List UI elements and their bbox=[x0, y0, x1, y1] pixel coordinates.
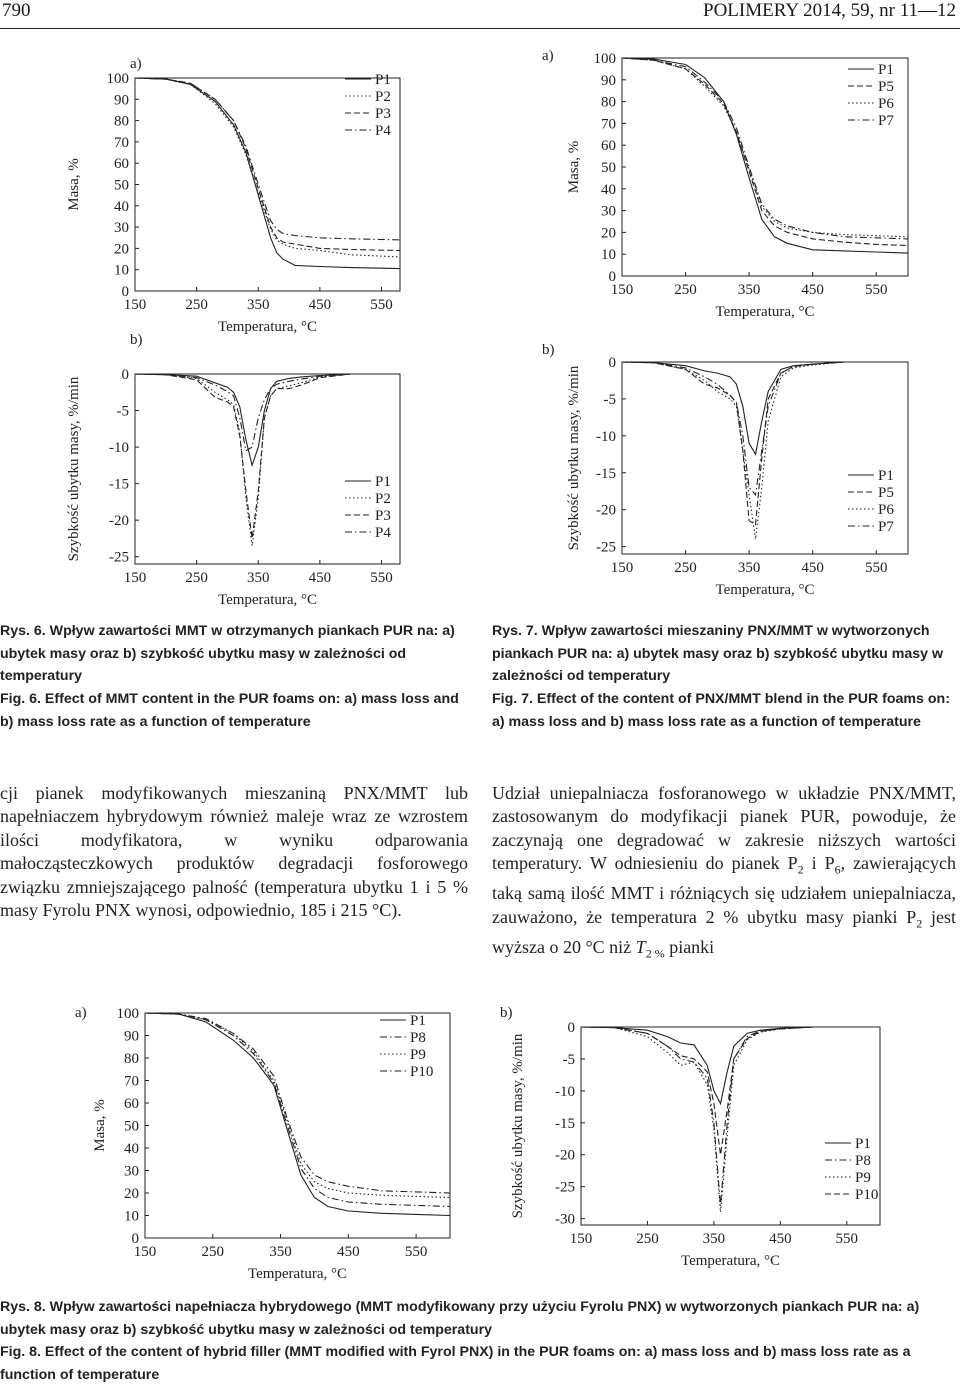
y-tick-label: 80 bbox=[124, 1051, 139, 1067]
body-right-sub-1: 2 bbox=[797, 862, 804, 877]
x-tick-label: 250 bbox=[674, 282, 697, 298]
x-tick-label: 550 bbox=[864, 282, 888, 298]
x-tick-label: 550 bbox=[370, 297, 393, 313]
y-axis-label: Szybkość ubytku masy, %/min bbox=[566, 365, 582, 551]
legend-label: P3 bbox=[375, 106, 391, 122]
body-right-text-2: i P bbox=[803, 853, 835, 874]
y-tick-label: 0 bbox=[121, 367, 129, 383]
y-axis-label: Szybkość ubytku masy, %/min bbox=[510, 1033, 526, 1219]
y-tick-label: -25 bbox=[109, 549, 129, 566]
legend-label: P3 bbox=[375, 508, 391, 524]
series-p4-line bbox=[135, 78, 400, 240]
legend-label: P7 bbox=[878, 113, 894, 129]
fig8b-chart bbox=[480, 995, 960, 1295]
y-tick-label: -20 bbox=[555, 1147, 575, 1164]
y-tick-label: 30 bbox=[114, 220, 129, 237]
x-tick-label: 350 bbox=[702, 1231, 726, 1247]
fig6-caption-en: Fig. 6. Effect of MMT content in the PUR foams on: a) mass loss and b) mass loss rate as a function of temperature bbox=[0, 691, 459, 730]
legend-label: P1 bbox=[410, 1013, 426, 1029]
panel-label: b) bbox=[500, 1005, 513, 1021]
y-tick-label: 0 bbox=[121, 284, 129, 300]
x-tick-label: 150 bbox=[123, 570, 147, 586]
series-p8-line bbox=[145, 1013, 450, 1207]
fig6a-chart bbox=[0, 40, 470, 335]
x-tick-label: 450 bbox=[801, 560, 824, 576]
x-tick-label: 150 bbox=[123, 297, 147, 313]
y-tick-label: 90 bbox=[124, 1028, 139, 1045]
y-tick-label: -30 bbox=[555, 1211, 575, 1228]
y-tick-label: 50 bbox=[114, 177, 129, 194]
fig6-caption-pl: Rys. 6. Wpływ zawartości MMT w otrzymanych piankach PUR na: a) ubytek masy oraz b) szybkość ubytku masy w zależności od temperatury bbox=[0, 623, 455, 685]
x-axis-label: Temperatura, °C bbox=[715, 304, 815, 320]
plot-frame bbox=[622, 362, 908, 554]
y-tick-label: 0 bbox=[608, 355, 616, 371]
y-tick-label: 70 bbox=[601, 116, 616, 133]
x-axis-label: Temperatura, °C bbox=[217, 319, 318, 335]
body-right-sub-2: 6 bbox=[834, 862, 841, 877]
legend-label: P6 bbox=[878, 96, 894, 112]
y-tick-label: 100 bbox=[593, 51, 616, 67]
y-tick-label: -20 bbox=[109, 513, 129, 530]
y-tick-label: 20 bbox=[114, 241, 129, 258]
x-tick-label: 550 bbox=[864, 560, 888, 576]
legend-label: P2 bbox=[375, 89, 391, 105]
plot-frame bbox=[135, 374, 400, 564]
series-p9-line bbox=[581, 1027, 880, 1212]
fig6b-chart bbox=[0, 330, 470, 620]
journal-header: POLIMERY 2014, 59, nr 11—12 bbox=[703, 0, 956, 21]
body-right-text-4: jest wyższa o 20 °C niż bbox=[492, 906, 956, 957]
fig8-caption-pl: Rys. 8. Wpływ zawartości napełniacza hybrydowego (MMT modyfikowany przy użyciu Fyrolu PNX) w wytworzonych piankach PUR na: a) ubytek masy oraz b) szybkość ubytku masy w zależności od temperatury bbox=[0, 1299, 920, 1338]
body-right-text-1: Udział uniepalniacza fosforanowego w układzie PNX/MMT, zastosowanym do modyfikacji pianek PUR, powoduje, że zaczynają one degradować w zakresie niższych wartości temperatury. W odniesieniu do pianek P bbox=[492, 783, 956, 874]
x-tick-label: 150 bbox=[133, 1244, 157, 1260]
x-tick-label: 550 bbox=[370, 570, 393, 586]
legend-label: P1 bbox=[878, 468, 894, 484]
y-tick-label: 50 bbox=[124, 1118, 139, 1135]
panel-label: a) bbox=[542, 48, 554, 64]
header-rule bbox=[0, 28, 960, 29]
legend-label: P7 bbox=[878, 519, 894, 535]
legend-label: P8 bbox=[855, 1153, 871, 1169]
panel-label: b) bbox=[130, 332, 143, 348]
legend-label: P5 bbox=[878, 79, 894, 95]
legend-label: P2 bbox=[375, 491, 391, 507]
y-tick-label: -5 bbox=[562, 1051, 575, 1068]
x-tick-label: 250 bbox=[674, 560, 697, 576]
y-tick-label: 0 bbox=[131, 1231, 139, 1247]
x-axis-label: Temperatura, °C bbox=[680, 1253, 781, 1269]
fig8-caption-en: Fig. 8. Effect of the content of hybrid filler (MMT modified with Fyrol PNX) in the PUR foams on: a) mass loss and b) mass loss rate as a function of temperature bbox=[0, 1344, 911, 1383]
y-tick-label: 10 bbox=[124, 1208, 139, 1225]
y-axis-label: Masa, % bbox=[92, 1099, 108, 1152]
y-tick-label: 0 bbox=[608, 269, 616, 285]
series-p10-line bbox=[145, 1013, 450, 1193]
series-p1-line bbox=[581, 1027, 880, 1104]
y-tick-label: 40 bbox=[601, 181, 616, 198]
y-tick-label: 20 bbox=[124, 1186, 139, 1202]
x-tick-label: 250 bbox=[201, 1244, 225, 1260]
fig7b-chart bbox=[490, 330, 960, 620]
y-tick-label: -25 bbox=[555, 1179, 575, 1196]
series-p1-line bbox=[622, 58, 908, 253]
fig7-caption-en: Fig. 7. Effect of the content of PNX/MMT blend in the PUR foams on: a) mass loss and b) mass loss rate as a function of temperature bbox=[492, 691, 950, 730]
series-p7-line bbox=[622, 58, 908, 239]
series-p5-line bbox=[622, 362, 908, 525]
page-number: 790 bbox=[2, 0, 31, 21]
y-tick-label: 60 bbox=[601, 138, 616, 155]
x-tick-label: 350 bbox=[737, 560, 761, 576]
body-right-italic-t: T bbox=[635, 936, 646, 957]
x-axis-label: Temperatura, °C bbox=[217, 592, 318, 608]
plot-frame bbox=[581, 1027, 880, 1225]
legend-label: P1 bbox=[375, 72, 391, 88]
y-tick-label: 10 bbox=[114, 262, 129, 279]
panel-label: b) bbox=[542, 342, 555, 358]
y-tick-label: 40 bbox=[124, 1141, 139, 1157]
x-tick-label: 350 bbox=[737, 282, 761, 298]
y-tick-label: -20 bbox=[596, 502, 616, 519]
x-tick-label: 250 bbox=[185, 570, 208, 586]
y-tick-label: 100 bbox=[116, 1006, 139, 1022]
x-axis-label: Temperatura, °C bbox=[247, 1266, 348, 1282]
legend-label: P9 bbox=[855, 1170, 871, 1186]
y-tick-label: 70 bbox=[114, 134, 129, 151]
x-tick-label: 450 bbox=[769, 1231, 792, 1247]
y-tick-label: -10 bbox=[109, 440, 129, 457]
legend-label: P1 bbox=[855, 1136, 871, 1152]
y-tick-label: 90 bbox=[601, 72, 616, 89]
y-tick-label: -15 bbox=[596, 465, 616, 482]
y-tick-label: 80 bbox=[114, 113, 129, 130]
y-axis-label: Szybkość ubytku masy, %/min bbox=[66, 376, 82, 562]
series-p1-line bbox=[622, 362, 908, 454]
x-tick-label: 450 bbox=[337, 1244, 360, 1260]
series-p1-line bbox=[145, 1013, 450, 1216]
series-p5-line bbox=[622, 58, 908, 246]
legend-label: P6 bbox=[878, 502, 894, 518]
body-right-sub-4: 2 % bbox=[645, 946, 665, 961]
y-tick-label: -10 bbox=[555, 1083, 575, 1100]
series-p8-line bbox=[581, 1027, 880, 1206]
series-p1-line bbox=[135, 374, 400, 465]
series-p4-line bbox=[135, 374, 400, 451]
panel-label: a) bbox=[130, 56, 142, 72]
legend-label: P4 bbox=[375, 525, 391, 541]
panel-label: a) bbox=[75, 1005, 87, 1021]
x-axis-label: Temperatura, °C bbox=[715, 582, 815, 598]
y-tick-label: 30 bbox=[601, 203, 616, 220]
series-p3-line bbox=[135, 78, 400, 251]
y-tick-label: 80 bbox=[601, 94, 616, 111]
series-p9-line bbox=[145, 1013, 450, 1198]
legend-label: P10 bbox=[410, 1064, 434, 1080]
y-tick-label: 90 bbox=[114, 92, 129, 109]
y-tick-label: 30 bbox=[124, 1163, 139, 1180]
x-tick-label: 350 bbox=[247, 570, 270, 586]
body-text-left: cji pianek modyfikowanych mieszaniną PNX/MMT lub napełniaczem hybrydowym również maleje wraz ze wzrostem ilości modyfikatora, w wyniku odparowania małocząsteczkowych produktów degradacji fosforowego związku zmniejszającego palność (temperatura ubytku 1 i 5 % masy Fyrolu PNX wynosi, odpowiednio, 185 i 215 °C). bbox=[0, 783, 468, 921]
x-tick-label: 250 bbox=[185, 297, 208, 313]
legend-label: P1 bbox=[878, 62, 894, 78]
series-p1-line bbox=[135, 78, 400, 269]
y-tick-label: -5 bbox=[603, 391, 616, 408]
body-right-sub-3: 2 bbox=[916, 916, 923, 931]
y-tick-label: 70 bbox=[124, 1073, 139, 1090]
x-tick-label: 350 bbox=[269, 1244, 292, 1260]
plot-frame bbox=[135, 78, 400, 291]
y-tick-label: 10 bbox=[601, 247, 616, 264]
plot-frame bbox=[145, 1013, 450, 1238]
y-tick-label: 0 bbox=[567, 1020, 575, 1036]
series-p2-line bbox=[135, 78, 400, 257]
y-tick-label: -5 bbox=[116, 403, 129, 420]
y-tick-label: 60 bbox=[114, 156, 129, 173]
y-tick-label: 60 bbox=[124, 1096, 139, 1112]
legend-label: P10 bbox=[855, 1187, 879, 1203]
legend-label: P4 bbox=[375, 123, 391, 139]
y-tick-label: 50 bbox=[601, 160, 616, 176]
fig7-caption-pl: Rys. 7. Wpływ zawartości mieszaniny PNX/MMT w wytworzonych piankach PUR na: a) ubytek masy oraz b) szybkość ubytku masy w zależności od temperatury bbox=[492, 623, 943, 685]
body-right-text-5: pianki bbox=[664, 936, 715, 957]
legend-label: P5 bbox=[878, 485, 894, 501]
y-tick-label: -15 bbox=[555, 1115, 575, 1132]
legend-label: P8 bbox=[410, 1030, 426, 1046]
body-right-text-3: , zawierających taką samą ilość MMT i różniących się udziałem uniepalniacza, zauważono, że temperatura 2 % ubytku masy pianki P bbox=[492, 853, 956, 927]
fig8a-chart bbox=[0, 995, 480, 1295]
series-p6-line bbox=[622, 58, 908, 237]
series-p6-line bbox=[622, 362, 908, 539]
fig7a-chart bbox=[490, 40, 960, 330]
x-tick-label: 550 bbox=[835, 1231, 859, 1247]
y-tick-label: 100 bbox=[106, 71, 129, 87]
x-tick-label: 150 bbox=[569, 1231, 593, 1247]
legend-label: P9 bbox=[410, 1047, 426, 1063]
y-tick-label: 40 bbox=[114, 198, 129, 215]
x-tick-label: 450 bbox=[801, 282, 824, 298]
y-tick-label: -10 bbox=[596, 428, 616, 445]
x-tick-label: 150 bbox=[610, 282, 634, 298]
x-tick-label: 450 bbox=[308, 570, 332, 586]
x-tick-label: 150 bbox=[610, 560, 634, 576]
legend-label: P1 bbox=[375, 474, 391, 490]
x-tick-label: 450 bbox=[308, 297, 332, 313]
y-axis-label: Masa, % bbox=[66, 158, 82, 211]
x-tick-label: 550 bbox=[404, 1244, 428, 1260]
y-tick-label: -25 bbox=[596, 539, 616, 556]
body-text-right bbox=[492, 782, 956, 966]
x-tick-label: 250 bbox=[636, 1231, 659, 1247]
x-tick-label: 350 bbox=[247, 297, 270, 313]
y-tick-label: -15 bbox=[109, 476, 129, 493]
y-axis-label: Masa, % bbox=[566, 140, 582, 194]
y-tick-label: 20 bbox=[601, 225, 616, 242]
